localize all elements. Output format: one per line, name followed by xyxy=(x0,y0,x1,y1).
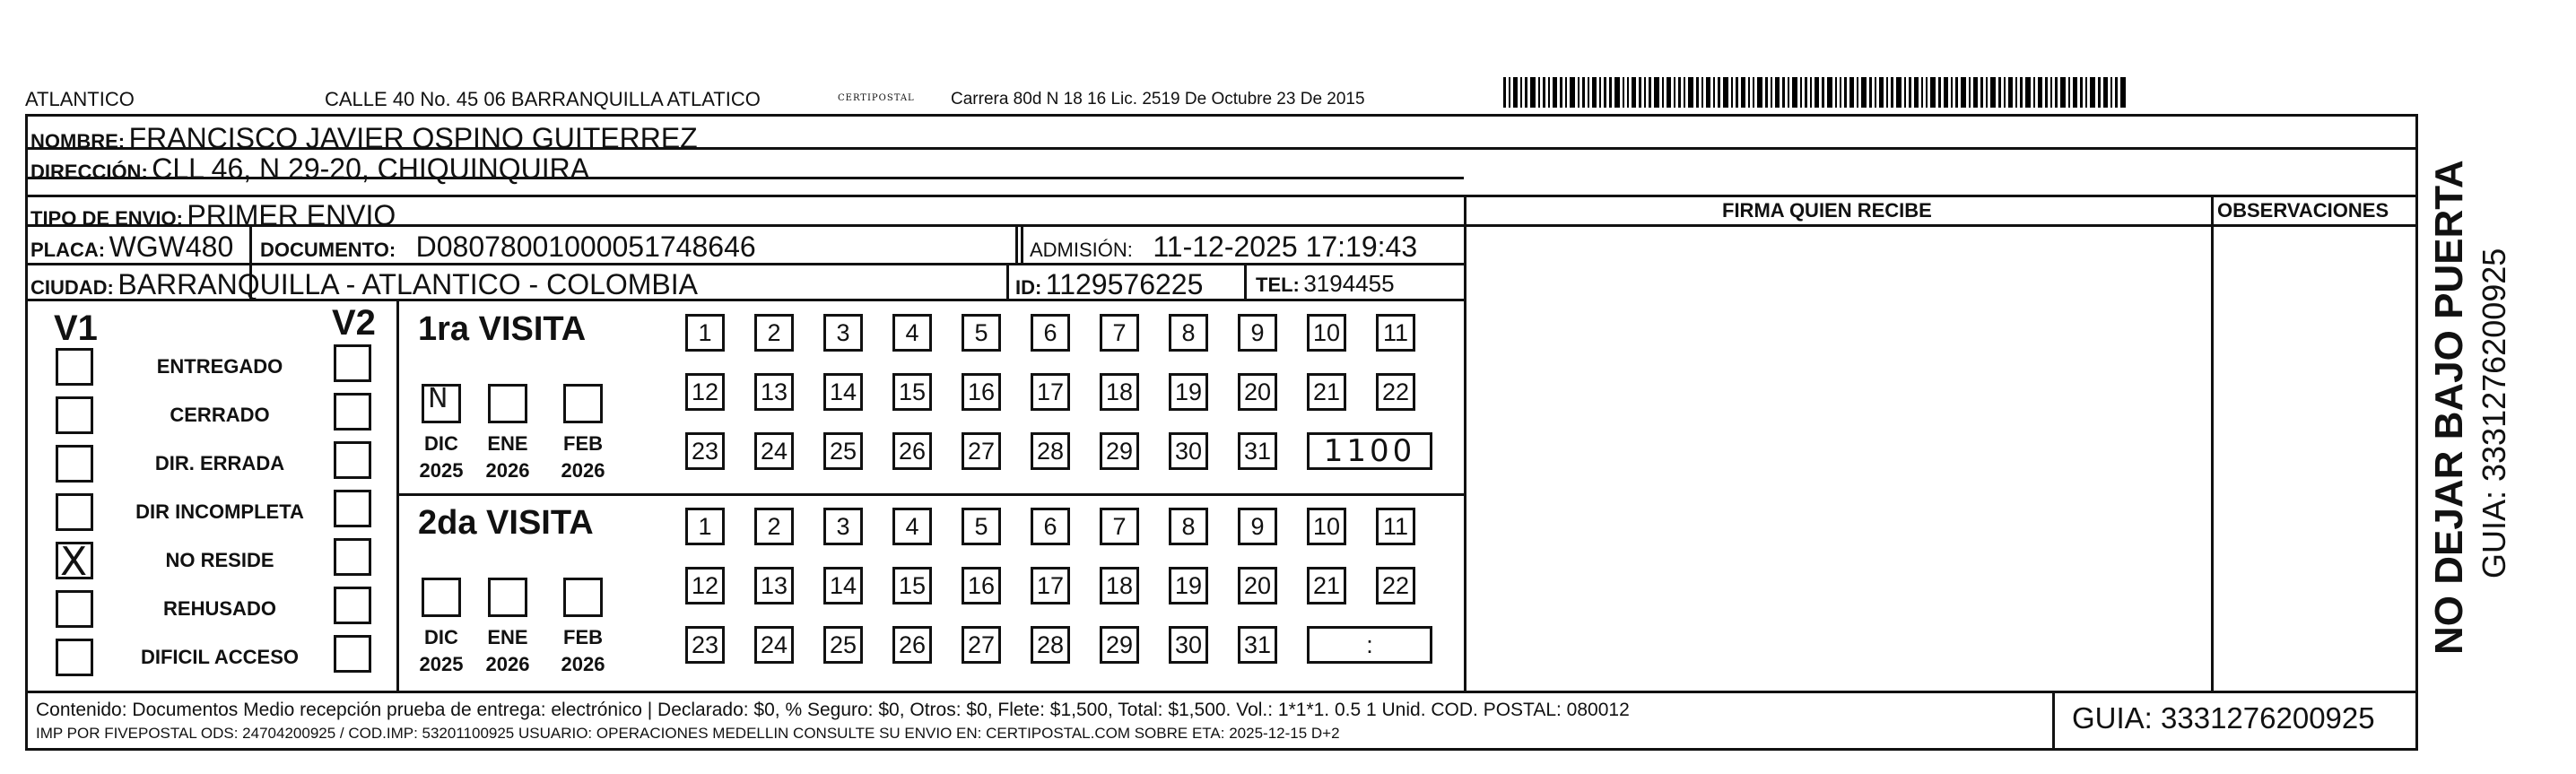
v2-checkbox[interactable] xyxy=(334,344,371,382)
status-label: DIR INCOMPLETA xyxy=(135,500,304,523)
v1-checkbox[interactable] xyxy=(56,396,93,434)
no-dejar-label: NO DEJAR BAJO PUERTA xyxy=(2427,160,2471,655)
day-box[interactable]: 31 xyxy=(1238,626,1277,664)
v2-checkbox[interactable] xyxy=(334,393,371,430)
certipostal-logo: CERTIPOSTAL xyxy=(838,93,915,103)
day-box[interactable]: 27 xyxy=(962,626,1001,664)
day-box[interactable]: 5 xyxy=(962,314,1001,352)
day-box[interactable]: 21 xyxy=(1307,373,1346,411)
status-label: DIR. ERRADA xyxy=(154,452,285,474)
day-box[interactable]: 10 xyxy=(1307,314,1346,352)
city-value: BARRANQUILLA - ATLANTICO - COLOMBIA xyxy=(117,268,698,300)
city-label: CIUDAD: xyxy=(30,276,114,299)
sender-address: CALLE 40 No. 45 06 BARRANQUILLA ATLATICO xyxy=(325,88,761,110)
day-box[interactable]: 16 xyxy=(962,373,1001,411)
month-year: 2026 xyxy=(561,459,605,482)
month-year: 2025 xyxy=(419,459,464,482)
day-box[interactable]: 15 xyxy=(892,373,932,411)
day-box[interactable]: 15 xyxy=(892,567,932,604)
recipient-name: FRANCISCO JAVIER OSPINO GUITERREZ xyxy=(128,122,698,154)
day-box[interactable]: 7 xyxy=(1100,508,1139,545)
type-row xyxy=(30,199,396,232)
day-box[interactable]: 8 xyxy=(1169,314,1208,352)
month-checkbox[interactable] xyxy=(563,578,603,617)
v1-checkbox[interactable] xyxy=(56,590,93,628)
day-box[interactable]: 9 xyxy=(1238,508,1277,545)
month-label xyxy=(481,624,535,678)
name-label: NOMBRE: xyxy=(30,130,126,152)
v1-checkbox[interactable] xyxy=(56,445,93,483)
first-visit-title: 1ra VISITA xyxy=(418,310,587,348)
day-box[interactable]: 19 xyxy=(1169,567,1208,604)
day-box[interactable]: 27 xyxy=(962,432,1001,470)
id-field xyxy=(1015,268,1203,301)
v2-checkbox[interactable] xyxy=(334,441,371,479)
day-box[interactable]: 23 xyxy=(685,626,725,664)
signature-header: FIRMA QUIEN RECIBE xyxy=(1722,199,1932,222)
day-box[interactable]: 12 xyxy=(685,567,725,604)
day-box[interactable]: 13 xyxy=(754,373,794,411)
day-box[interactable]: 30 xyxy=(1169,626,1208,664)
id-value: 1129576225 xyxy=(1045,268,1204,300)
month-name: ENE xyxy=(487,432,528,455)
day-box[interactable]: 25 xyxy=(823,432,863,470)
document-label: DOCUMENTO: xyxy=(260,239,396,261)
month-checkbox[interactable] xyxy=(563,384,603,423)
month-label xyxy=(414,624,468,678)
day-box[interactable]: 18 xyxy=(1100,567,1139,604)
day-box[interactable]: 1 xyxy=(685,508,725,545)
day-box[interactable]: 4 xyxy=(892,508,932,545)
month-checkbox[interactable] xyxy=(488,384,527,423)
tel-field xyxy=(1256,270,1395,298)
footer-guia: GUIA: 3331276200925 xyxy=(2072,701,2375,735)
month-name: FEB xyxy=(563,432,603,455)
day-box[interactable]: 24 xyxy=(754,626,794,664)
day-box[interactable]: 28 xyxy=(1031,626,1070,664)
month-year: 2026 xyxy=(485,653,530,675)
barcode-icon xyxy=(1503,77,2239,108)
day-box[interactable]: 9 xyxy=(1238,314,1277,352)
plate-value: WGW480 xyxy=(109,230,234,263)
time-box-handwritten[interactable]: 1100 xyxy=(1307,432,1432,470)
address-label: DIRECCIÓN: xyxy=(30,161,148,183)
day-box[interactable]: 2 xyxy=(754,508,794,545)
v1-checkbox[interactable] xyxy=(56,639,93,676)
day-box[interactable]: 3 xyxy=(823,508,863,545)
day-box[interactable]: 22 xyxy=(1376,567,1415,604)
day-box[interactable]: 30 xyxy=(1169,432,1208,470)
month-name: ENE xyxy=(487,626,528,648)
handwritten-mark: N xyxy=(428,383,448,414)
month-label xyxy=(481,430,535,484)
day-box[interactable]: 31 xyxy=(1238,432,1277,470)
day-box[interactable]: 6 xyxy=(1031,314,1070,352)
license-text: Carrera 80d N 18 16 Lic. 2519 De Octubre 23 De 2015 xyxy=(951,90,1365,109)
day-box[interactable]: 22 xyxy=(1376,373,1415,411)
month-label xyxy=(556,624,610,678)
month-label xyxy=(414,430,468,484)
day-box[interactable]: 24 xyxy=(754,432,794,470)
day-box[interactable]: 2 xyxy=(754,314,794,352)
time-box[interactable]: : xyxy=(1307,626,1432,664)
day-box[interactable]: 1 xyxy=(685,314,725,352)
admission-label: ADMISIÓN: xyxy=(1030,239,1133,261)
v2-checkbox[interactable] xyxy=(334,635,371,673)
month-year: 2025 xyxy=(419,653,464,675)
month-year: 2026 xyxy=(561,653,605,675)
day-box[interactable]: 7 xyxy=(1100,314,1139,352)
day-box[interactable]: 29 xyxy=(1100,626,1139,664)
day-box[interactable]: 3 xyxy=(823,314,863,352)
day-box[interactable]: 21 xyxy=(1307,567,1346,604)
day-box[interactable]: 17 xyxy=(1031,567,1070,604)
month-name: DIC xyxy=(424,432,458,455)
status-label: ENTREGADO xyxy=(156,355,283,378)
day-box[interactable]: 19 xyxy=(1169,373,1208,411)
day-box[interactable]: 25 xyxy=(823,626,863,664)
month-name: DIC xyxy=(424,626,458,648)
document-value: D08078001000051748646 xyxy=(415,230,756,263)
month-label xyxy=(556,430,610,484)
day-box[interactable]: 29 xyxy=(1100,432,1139,470)
status-label: CERRADO xyxy=(170,404,270,426)
day-box[interactable]: 28 xyxy=(1031,432,1070,470)
plate-label: PLACA: xyxy=(30,239,106,261)
day-box[interactable]: 18 xyxy=(1100,373,1139,411)
month-checkbox[interactable] xyxy=(422,384,461,423)
name-row xyxy=(30,122,698,155)
day-box[interactable]: 6 xyxy=(1031,508,1070,545)
day-box[interactable]: 13 xyxy=(754,567,794,604)
day-box[interactable]: 26 xyxy=(892,432,932,470)
day-box[interactable]: 4 xyxy=(892,314,932,352)
status-label: REHUSADO xyxy=(163,597,276,620)
status-label: NO RESIDE xyxy=(165,549,274,571)
day-box[interactable]: 14 xyxy=(823,373,863,411)
day-box[interactable]: 11 xyxy=(1376,508,1415,545)
day-box[interactable]: 16 xyxy=(962,567,1001,604)
observations-header: OBSERVACIONES xyxy=(2217,199,2389,222)
shipping-type: PRIMER ENVIO xyxy=(187,199,396,231)
v2-checkbox[interactable] xyxy=(334,538,371,576)
v1-header: V1 xyxy=(54,309,98,348)
day-box[interactable]: 11 xyxy=(1376,314,1415,352)
v1-checkbox[interactable] xyxy=(56,493,93,531)
day-box[interactable]: 17 xyxy=(1031,373,1070,411)
day-box[interactable]: 8 xyxy=(1169,508,1208,545)
day-box[interactable]: 12 xyxy=(685,373,725,411)
admission-value: 11-12-2025 17:19:43 xyxy=(1153,230,1418,263)
plate-row xyxy=(30,230,233,264)
v2-checkbox[interactable] xyxy=(334,490,371,527)
day-box[interactable]: 5 xyxy=(962,508,1001,545)
month-name: FEB xyxy=(563,626,603,648)
month-year: 2026 xyxy=(485,459,530,482)
v1-checkbox[interactable] xyxy=(56,539,93,585)
side-guia: GUIA: 3331276200925 xyxy=(2476,248,2512,578)
recipient-address: CLL 46, N 29-20, CHIQUINQUIRA xyxy=(152,152,590,185)
v2-header: V2 xyxy=(332,303,376,343)
document-field xyxy=(260,230,756,264)
contents-text: Contenido: Documentos Medio recepción prueba de entrega: electrónico | Declarado: $0, % Seguro: $0, Otros: $0, Flete: $1,500, Total: $1,500. Vol.: 1*1*1. 0.5 1 Unid. COD. POSTAL: 080012 xyxy=(36,700,1630,720)
type-label: TIPO DE ENVIO: xyxy=(30,207,183,230)
day-box[interactable]: 23 xyxy=(685,432,725,470)
month-checkbox[interactable] xyxy=(422,578,461,617)
v2-checkbox[interactable] xyxy=(334,587,371,624)
status-label: DIFICIL ACCESO xyxy=(140,646,299,668)
address-row xyxy=(30,152,589,186)
day-box[interactable]: 20 xyxy=(1238,567,1277,604)
day-box[interactable]: 20 xyxy=(1238,373,1277,411)
day-box[interactable]: 10 xyxy=(1307,508,1346,545)
month-checkbox[interactable] xyxy=(488,578,527,617)
id-label: ID: xyxy=(1015,276,1042,299)
region-label: ATLANTICO xyxy=(25,88,135,110)
city-row xyxy=(30,268,698,301)
day-box[interactable]: 14 xyxy=(823,567,863,604)
imp-text: IMP POR FIVEPOSTAL ODS: 24704200925 / COD.IMP: 53201100925 USUARIO: OPERACIONES MEDELLIN CONSULTE SU ENVIO EN: CERTIPOSTAL.COM SOBRE ETA: 2025-12-15 D+2 xyxy=(36,725,1340,742)
check-mark-icon: X xyxy=(60,539,88,585)
tel-value: 3194455 xyxy=(1303,270,1395,297)
day-box[interactable]: 26 xyxy=(892,626,932,664)
admission-field xyxy=(1030,230,1417,264)
second-visit-title: 2da VISITA xyxy=(418,504,594,542)
tel-label: TEL: xyxy=(1256,274,1300,296)
v1-checkbox[interactable] xyxy=(56,348,93,386)
